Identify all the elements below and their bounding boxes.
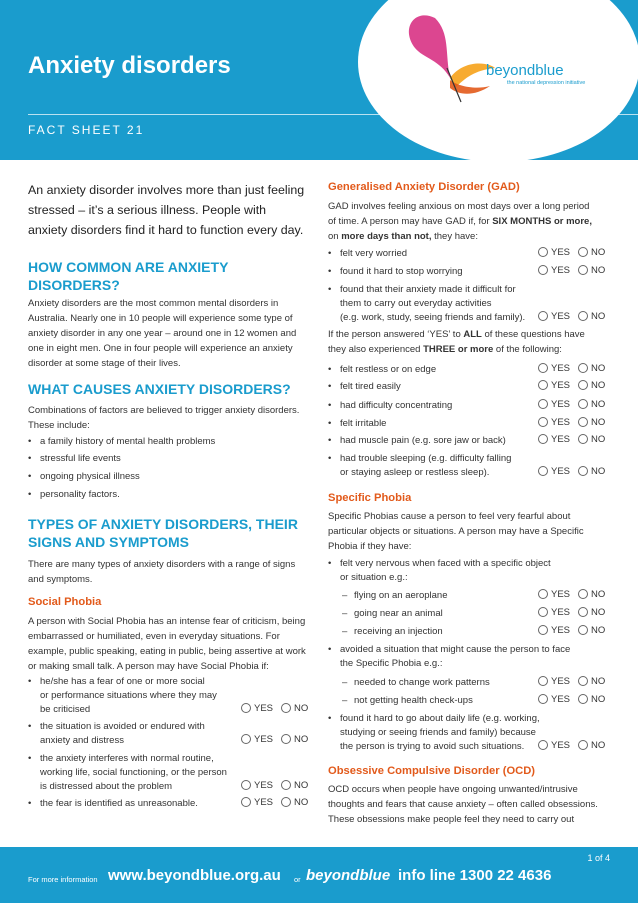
yes-radio[interactable]	[538, 676, 548, 686]
no-radio[interactable]	[578, 676, 588, 686]
yes-radio[interactable]	[538, 265, 548, 275]
yes-radio[interactable]	[538, 740, 548, 750]
yes-radio[interactable]	[241, 780, 251, 790]
yes-no-choice[interactable]: YES NO	[538, 694, 605, 705]
heading-specific-phobia: Specific Phobia	[328, 492, 412, 504]
footer-more-info: For more information	[28, 875, 98, 884]
heading-social-phobia: Social Phobia	[28, 596, 102, 608]
yes-radio[interactable]	[538, 434, 548, 444]
butterfly-logo-icon	[395, 8, 505, 108]
paragraph-gad: GAD involves feeling anxious on most days over a long period of time. A person may have GAD if, for SIX MONTHS or more, on more days than not, they have:	[328, 201, 592, 242]
yes-radio[interactable]	[538, 607, 548, 617]
yes-radio[interactable]	[241, 703, 251, 713]
footer-bar	[0, 847, 638, 903]
no-radio[interactable]	[578, 399, 588, 409]
no-radio[interactable]	[281, 780, 291, 790]
no-radio[interactable]	[578, 311, 588, 321]
yes-radio[interactable]	[241, 734, 251, 744]
yes-no-choice[interactable]: YES NO	[538, 399, 605, 410]
yes-radio[interactable]	[538, 399, 548, 409]
yes-no-choice[interactable]: YES NO	[241, 780, 308, 791]
paragraph-gad-followup: If the person answered ‘YES’ to ALL of these questions have they also experienced THREE or more of the following:	[328, 329, 585, 355]
yes-no-choice[interactable]: YES NO	[538, 380, 605, 391]
yes-radio[interactable]	[538, 625, 548, 635]
yes-no-choice[interactable]: YES NO	[538, 417, 605, 428]
yes-no-choice[interactable]: YES NO	[538, 363, 605, 374]
no-radio[interactable]	[578, 265, 588, 275]
logo-tagline: the national depression initiative	[507, 80, 586, 86]
yes-no-choice[interactable]: YES NO	[538, 265, 605, 276]
yes-no-choice[interactable]: YES NO	[241, 703, 308, 714]
paragraph-social-phobia: A person with Social Phobia has an intense fear of criticism, being embarrassed or humiliated, even in everyday situations. For example, public speaking, eating in public, being assertive at work or making small talk. A person may have Social Phobia if:	[28, 616, 306, 672]
logo-name: beyondblue	[486, 62, 564, 79]
yes-no-choice[interactable]: YES NO	[538, 311, 605, 322]
footer-or: or	[294, 875, 301, 884]
yes-no-choice[interactable]: YES NO	[538, 740, 605, 751]
yes-no-choice[interactable]: YES NO	[538, 247, 605, 258]
yes-no-choice[interactable]: YES NO	[538, 625, 605, 636]
paragraph-ocd: OCD occurs when people have ongoing unwanted/intrusive thoughts and fears that cause anxiety – often called obsessions. These obsessions make people feel they need to carry out	[328, 784, 598, 825]
no-radio[interactable]	[578, 740, 588, 750]
footer-brand: beyondblue	[306, 867, 391, 884]
yes-no-choice[interactable]: YES NO	[538, 466, 605, 477]
heading-types: TYPES OF ANXIETY DISORDERS, THEIR SIGNS AND SYMPTOMS	[28, 516, 298, 550]
yes-radio[interactable]	[538, 380, 548, 390]
no-radio[interactable]	[578, 434, 588, 444]
no-radio[interactable]	[281, 797, 291, 807]
yes-radio[interactable]	[538, 589, 548, 599]
no-radio[interactable]	[578, 380, 588, 390]
paragraph-types: There are many types of anxiety disorders with a range of signs and symptoms.	[28, 559, 296, 585]
no-radio[interactable]	[281, 703, 291, 713]
paragraph-causes: Combinations of factors are believed to trigger anxiety disorders. These include:	[28, 405, 300, 431]
yes-no-choice[interactable]: YES NO	[241, 797, 308, 808]
no-radio[interactable]	[578, 589, 588, 599]
no-radio[interactable]	[281, 734, 291, 744]
paragraph-how-common: Anxiety disorders are the most common mental disorders in Australia. Nearly one in 10 people will experience some type of anxiety disorder in any one year – around one in 12 women and one in eight men. One in four people will experience an anxiety disorder at some stage of their lives.	[28, 298, 297, 369]
page-title: Anxiety disorders	[28, 52, 231, 79]
paragraph-specific-phobia: Specific Phobias cause a person to feel very fearful about particular objects or situations. A person may have a Specific Phobia if they have:	[328, 511, 584, 552]
heading-gad: Generalised Anxiety Disorder (GAD)	[328, 181, 520, 193]
heading-how-common: HOW COMMON ARE ANXIETY DISORDERS?	[28, 259, 229, 293]
page-number: 1 of 4	[587, 853, 610, 863]
yes-no-choice[interactable]: YES NO	[538, 589, 605, 600]
no-radio[interactable]	[578, 247, 588, 257]
intro-paragraph: An anxiety disorder involves more than just feeling stressed – it’s a serious illness. People with anxiety disorders find it hard to function every day.	[28, 183, 305, 237]
no-radio[interactable]	[578, 363, 588, 373]
yes-no-choice[interactable]: YES NO	[241, 734, 308, 745]
heading-ocd: Obsessive Compulsive Disorder (OCD)	[328, 765, 536, 777]
no-radio[interactable]	[578, 417, 588, 427]
yes-no-choice[interactable]: YES NO	[538, 607, 605, 618]
no-radio[interactable]	[578, 625, 588, 635]
yes-radio[interactable]	[538, 311, 548, 321]
yes-radio[interactable]	[538, 247, 548, 257]
website-link[interactable]: www.beyondblue.org.au	[108, 867, 281, 884]
info-line: info line 1300 22 4636	[398, 867, 552, 884]
no-radio[interactable]	[578, 607, 588, 617]
heading-causes: WHAT CAUSES ANXIETY DISORDERS?	[28, 381, 291, 397]
yes-no-choice[interactable]: YES NO	[538, 434, 605, 445]
yes-radio[interactable]	[538, 417, 548, 427]
no-radio[interactable]	[578, 466, 588, 476]
no-radio[interactable]	[578, 694, 588, 704]
yes-radio[interactable]	[538, 466, 548, 476]
yes-no-choice[interactable]: YES NO	[538, 676, 605, 687]
yes-radio[interactable]	[538, 694, 548, 704]
yes-radio[interactable]	[538, 363, 548, 373]
fact-sheet-label: FACT SHEET 21	[28, 123, 145, 137]
yes-radio[interactable]	[241, 797, 251, 807]
